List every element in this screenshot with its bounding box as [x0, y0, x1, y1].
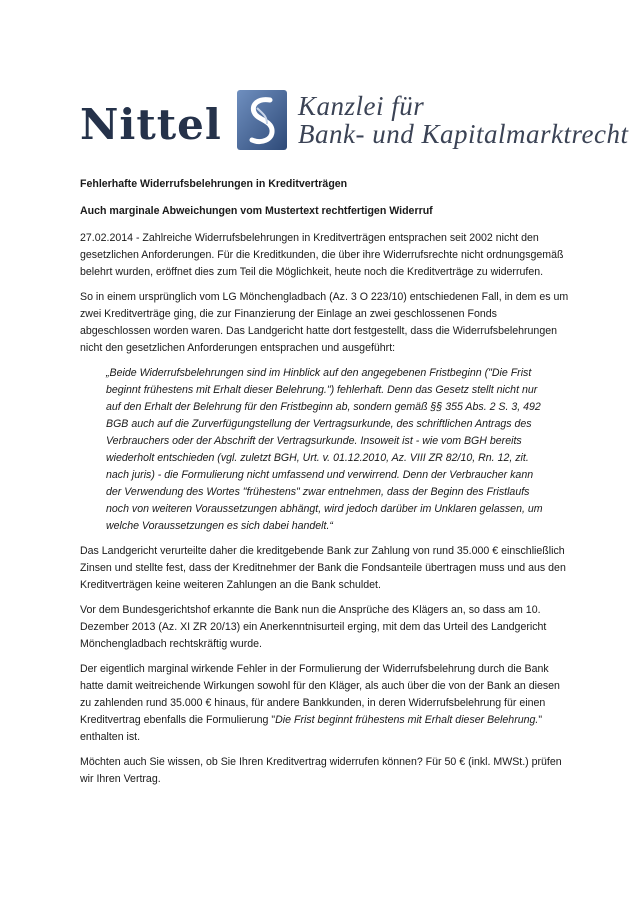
paragraph-5-quote: Die Frist beginnt frühestens mit Erhalt dieser Belehrung.: [275, 714, 539, 726]
paragraph-1: 27.02.2014 - Zahlreiche Widerrufsbelehrungen in Kreditverträgen entsprachen seit 2002 nicht den gesetzlichen Anforderungen. Für die Kreditkunden, die über ihre Widerrufsrechte nicht ordnungsgemäß belehrt wurden, eröffnet dies zum Teil die Möglichkeit, heute noch die Kreditverträge zu widerrufen.: [80, 232, 564, 278]
paragraph-3: Das Landgericht verurteilte daher die kreditgebende Bank zur Zahlung von rund 35.000 € einschließlich Zinsen und stellte fest, dass der Kreditnehmer der Bank die Fondsanteile übertragen muss und aus den Kreditverträgen keine weiteren Zahlungen an die Bank schuldet.: [80, 545, 566, 591]
article-title: Fehlerhafte Widerrufsbelehrungen in Kreditverträgen: [80, 178, 348, 190]
court-quote: „Beide Widerrufsbelehrungen sind im Hinblick auf den angegebenen Fristbeginn ("Die Frist beginnt frühestens mit Erhalt dieser Belehrung.") fehlerhaft. Denn das Gesetz stellt nicht nur auf den Erhalt der Belehrung für den Fristbeginn ab, sondern gemäß §§ 355 Abs. 2 S. 3, 492 BGB auch auf die Zurverfügungstellung der Vertragsurkunde, des schriftlichen Antrags des Verbrauchers oder der Abschrift der Vertragsurkunde. Insoweit ist - wie vom BGH bereits wiederholt entschieden (vgl. zuletzt BGH, Urt. v. 01.12.2010, Az. VIII ZR 82/10, Rn. 12, zit. nach juris) - die Formulierung nicht umfassend und verwirrend. Denn der Verbraucher kann der Verwendung des Wortes "frühestens" zwar entnehmen, dass der Beginn des Fristlaufs noch von weiteren Voraussetzungen abhängt, wird jedoch darüber im Unklaren gelassen, um welche Voraussetzungen es sich dabei handelt.“: [106, 367, 543, 532]
paragraph-2: So in einem ursprünglich vom LG Mönchengladbach (Az. 3 O 223/10) entschiedenen Fall, in dem es um zwei Kreditverträge ging, die zur Finanzierung der Einlage an zwei geschlossenen Fonds abgeschlossen worden waren. Das Landgericht hatte dort festgestellt, dass die Widerrufsbelehrungen nicht den gesetzlichen Anforderungen entsprachen und ausgeführt:: [80, 291, 569, 354]
article-body: [80, 176, 570, 796]
paragraph-4: Vor dem Bundesgerichtshof erkannte die Bank nun die Ansprüche des Klägers an, so dass am 10. Dezember 2013 (Az. XI ZR 20/13) ein Anerkenntnisurteil erging, mit dem das Urteil des Landgericht Mönchengladbach rechtskräftig wurde.: [80, 604, 547, 650]
paragraph-5-text: Der eigentlich marginal wirkende Fehler in der Formulierung der Widerrufsbelehrung durch die Bank hatte damit weitreichende Wirkungen sowohl für den Kläger, als auch über die von der Bank an diesen zu zahlenden rund 35.000 € hinaus, für andere Bankkunden, in deren Widerrufsbelehrung für einen Kreditvertrag ebenfalls die Formulierung ": [80, 663, 560, 726]
logo-wordmark: Nittel: [80, 100, 222, 149]
logo-tagline-1: Kanzlei für: [298, 91, 425, 121]
letterhead-logo: [80, 90, 629, 160]
paragraph-5-end: " enthalten ist.: [80, 714, 543, 743]
article-subtitle: Auch marginale Abweichungen vom Mustertext rechtfertigen Widerruf: [80, 205, 433, 217]
logo-mark-icon: [237, 90, 287, 150]
paragraph-5: [80, 661, 570, 746]
paragraph-6: Möchten auch Sie wissen, ob Sie Ihren Kreditvertrag widerrufen können? Für 50 € (inkl. MWSt.) prüfen wir Ihren Vertrag.: [80, 756, 562, 785]
logo-tagline-2: Bank- und Kapitalmarktrecht: [298, 119, 629, 149]
